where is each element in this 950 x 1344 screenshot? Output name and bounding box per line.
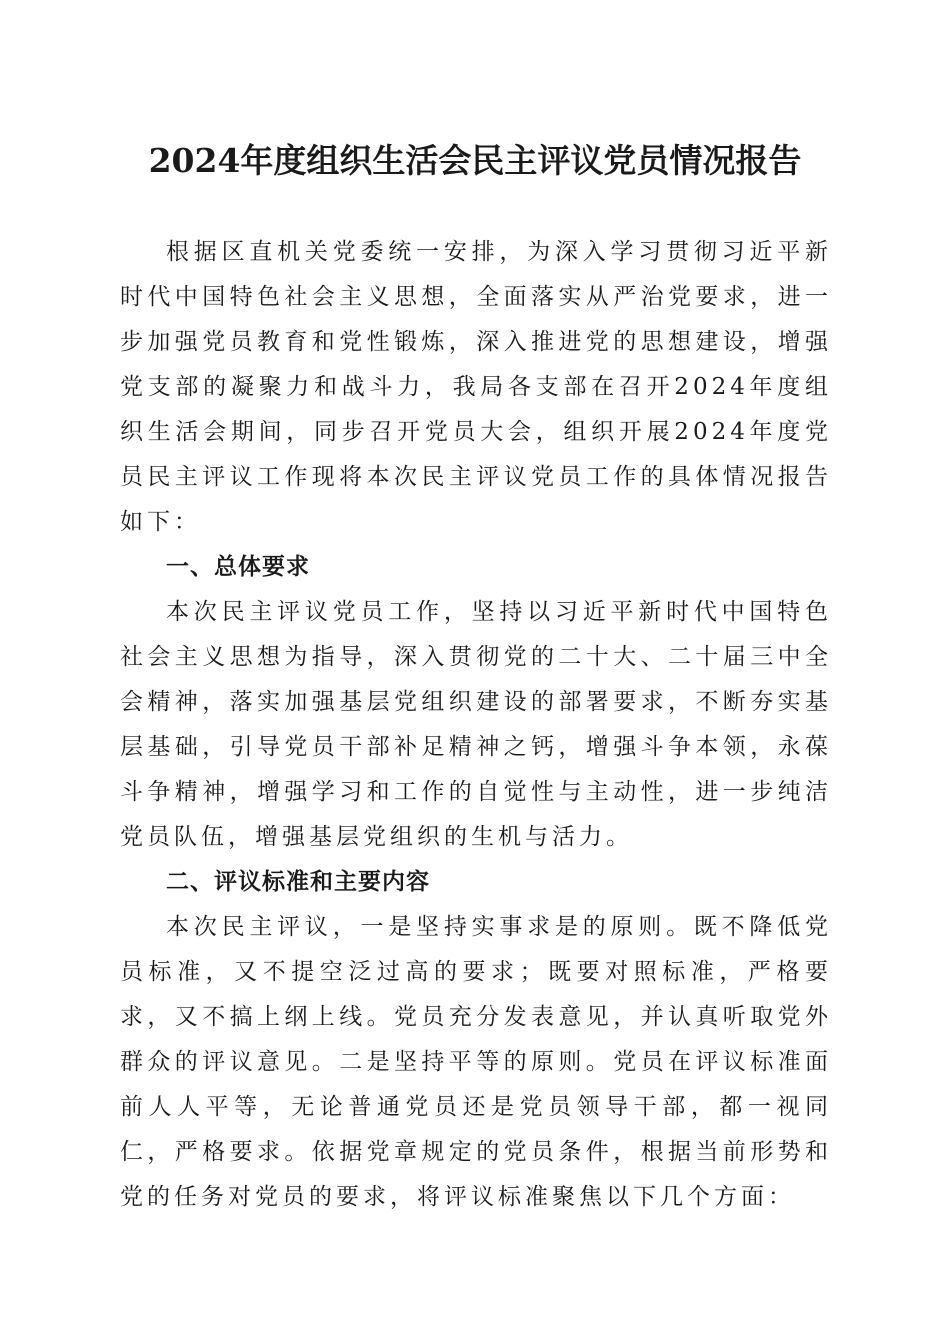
intro-paragraph: 根据区直机关党委统一安排，为深入学习贯彻习近平新时代中国特色社会主义思想，全面落实从严治党要求，进一步加强党员教育和党性锻炼，深入推进党的思想建设，增强党支部的凝聚力和战斗力，我局各支部在召开2024年度组织生活会期间，同步召开党员大会，组织开展2024年度党员民主评议工作现将本次民主评议党员工作的具体情况报告如下： bbox=[120, 239, 832, 535]
section-paragraph-evaluation-standards: 本次民主评议，一是坚持实事求是的原则。既不降低党员标准，又不提空泛过高的要求；既要对照标准，严格要求，又不搞上纲上线。党员充分发表意见，并认真听取党外群众的评议意见。二是坚持平等的原则。党员在评议标准面前人人平等，无论普通党员还是党员领导干部，都一视同仁，严格要求。依据党章规定的党员条件，根据当前形势和党的任务对党员的要求，将评议标准聚焦以下几个方面： bbox=[120, 914, 832, 1210]
document-body bbox=[120, 230, 832, 1220]
section-heading-evaluation-standards: 二、评议标准和主要内容 bbox=[166, 869, 430, 895]
section-heading-general-requirements: 一、总体要求 bbox=[166, 554, 310, 580]
section-paragraph-general-requirements: 本次民主评议党员工作，坚持以习近平新时代中国特色社会主义思想为指导，深入贯彻党的二十大、二十届三中全会精神，落实加强基层党组织建设的部署要求，不断夯实基层基础，引导党员干部补足精神之钙，增强斗争本领，永葆斗争精神，增强学习和工作的自觉性与主动性，进一步纯洁党员队伍，增强基层党组织的生机与活力。 bbox=[120, 599, 832, 850]
document-title: 2024年度组织生活会民主评议党员情况报告 bbox=[148, 141, 802, 180]
